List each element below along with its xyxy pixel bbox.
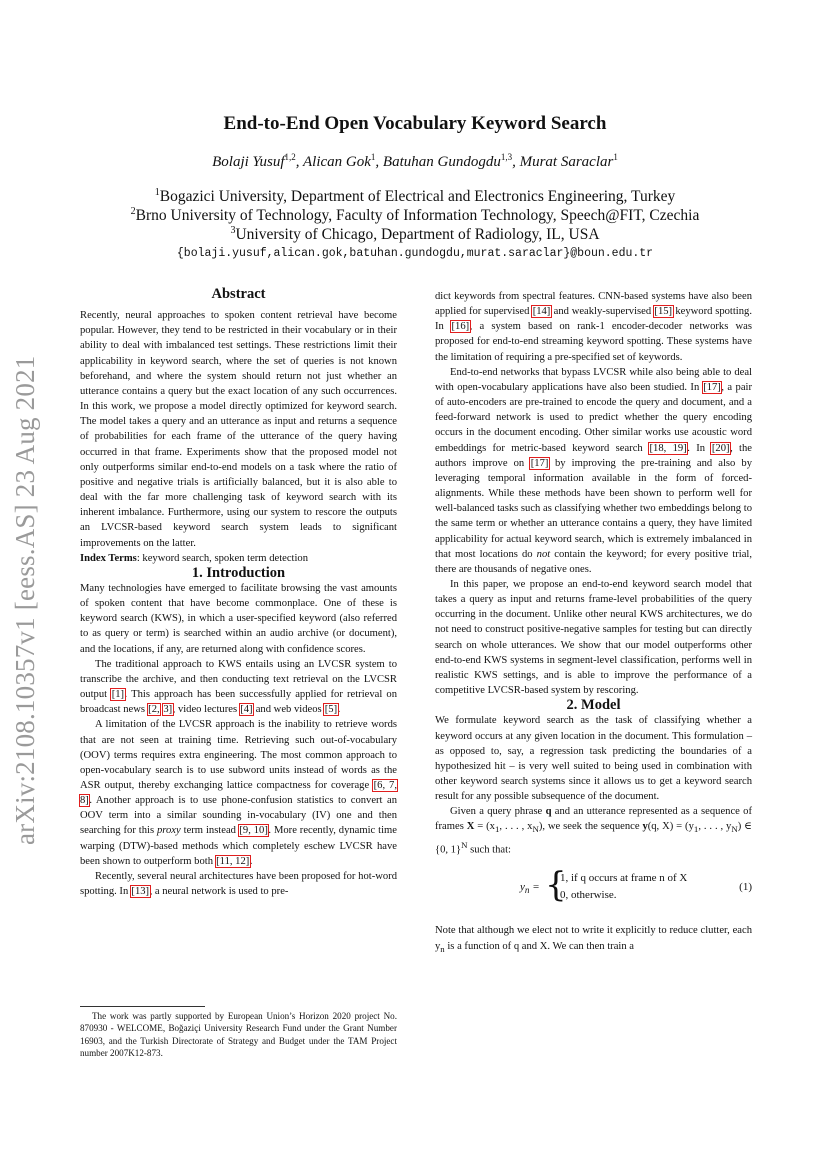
abstract-text: Recently, neural approaches to spoken content retrieval have become popular. However, they tend to be restricted in their vocabulary or in their ability to deal with imbalanced test settings. These restrictions limit their applicability in keyword search, where the set of queries is not known beforehand, and where the system should return not just whether an utterance contains a query but the exact location of any such occurrences. In this work, we propose a model directly optimized for keyword search. The model takes a query and an utterance as input and returns a sequence of probabilities for each frame of the utterance of the query having occurred in that frame. Experiments show that the proposed model not only outperforms similar end-to-end models on a task where the ratio of positive and negative trials is artificially balanced, but it is also able to deal with the far more challenging task of keyword search with its inherent imbalance. Furthermore, using our system to rescore the outputs an LVCSR-based keyword search system leads to significant improvements on the latter. bbox=[80, 310, 397, 549]
abstract-heading: Abstract bbox=[211, 286, 266, 302]
citation-link[interactable]: [1] bbox=[111, 689, 125, 701]
intro-paragraph-1: Many technologies have emerged to facilitate browsing the vast amounts of spoken content that have become commonplace. One of these is keyword search (KWS), in which a user-specified keyword (also referred to as query or term) is searched within an audio archive (or document), and the locations, if any, are returned along with confidence scores. bbox=[80, 582, 397, 655]
equation-case-1: 1, if q occurs at frame n of X bbox=[560, 872, 688, 885]
author-emails: {bolaji.yusuf,alican.gok,batuhan.gundogdu,murat.saraclar}@boun.edu.tr bbox=[176, 247, 654, 260]
intro-paragraph-4-cont: dict keywords from spectral features. CNN-based systems have also been applied for supervised [14] and weakly-supervised [15] keyword spotting. In [16], a system based on rank-1 encoder-decoder networks was proposed for end-to-end streaming keyword spotting. These systems have the limitation of requiring a pre-specified set of keywords. bbox=[435, 291, 752, 363]
citation-link[interactable]: [13] bbox=[131, 886, 150, 898]
index-terms bbox=[80, 551, 397, 566]
right-column bbox=[435, 289, 752, 957]
affiliation-2 bbox=[80, 206, 750, 225]
affiliation-sup: 3 bbox=[230, 225, 236, 236]
citation-link[interactable]: [5] bbox=[324, 704, 338, 716]
citation-link[interactable]: [17] bbox=[703, 381, 721, 393]
citation-link[interactable]: [17] bbox=[530, 457, 549, 469]
intro-paragraph-3: A limitation of the LVCSR approach is the inability to retrieve words that are not seen at training time. Retrieving such out-of-vocabulary (OOV) terms requires extra engineering. The most common approach to open-vocabulary search is to use subword units instead of words as the ASR output, thereby exchanging lattice compactness for coverage [6, 7, 8]. Another approach is to use phone-confusion statistics to convert an OOV term into a similar sounding in-vocabulary (IV) one and then searching for this proxy term instead [9, 10]. More recently, dynamic time warping (DTW)-based methods which completely eschew LVCSR have been shown to outperform both [11, 12]. bbox=[80, 719, 397, 867]
intro-paragraph-4: Recently, several neural architectures have been proposed for hot-word spotting. In [13], a neural network is used to pre- bbox=[80, 870, 397, 898]
author-affil-sup: 1,2 bbox=[284, 152, 296, 162]
intro-paragraph-6: In this paper, we propose an end-to-end keyword search model that takes a query as input and returns frame-level probabilities of the query occurring in the document. Unlike other neural KWS architectures, we do not need to construct positive-negative samples for testing but can directly search on whole utterances. We show that our model outperforms other end-to-end KWS systems in segment-level classification, performs well in realistic KWS settings, and is able to improve the performance of a competitive LVCSR-based system by rescoring. bbox=[435, 578, 752, 697]
citation-link[interactable]: [11, 12] bbox=[216, 855, 250, 867]
affiliation-text: University of Chicago, Department of Radiology, IL, USA bbox=[235, 226, 600, 244]
author-name: Murat Saraclar bbox=[519, 154, 614, 170]
affiliation-sup: 1 bbox=[154, 187, 160, 198]
footnote-text: The work was partly supported by European Union’s Horizon 2020 project No. 870930 - WELCOME, Boğaziçi University Research Fund under the Grant Number 16903, and the Turkish Directorate of Strategy and Budget under the TAM Project number 2007K12-873. bbox=[80, 1011, 397, 1059]
intro-paragraph-2: The traditional approach to KWS entails using an LVCSR system to transcribe the archive, and then conducting text retrieval on the LVCSR output [1]. This approach has been successfully applied for retrieval on broadcast news [2, 3], video lectures [4] and web videos [5]. bbox=[80, 658, 397, 716]
citation-link[interactable]: [6, 7, 8] bbox=[80, 780, 397, 807]
author-name: Bolaji Yusuf bbox=[212, 154, 285, 170]
author-affil-sup: 1,3 bbox=[500, 152, 513, 162]
model-paragraph-3: Note that although we elect not to write it explicitly to reduce clutter, each $y_n$ is a function of q and X. We can then train a bbox=[435, 925, 752, 954]
intro-heading: 1. Introduction bbox=[191, 564, 286, 581]
citation-link[interactable]: [16] bbox=[451, 321, 470, 333]
equation-number: (1) bbox=[739, 881, 752, 894]
intro-paragraph-5: End-to-end networks that bypass LVCSR while also being able to deal with open-vocabulary applications have also been studied. In [17], a pair of auto-encoders are pre-trained to encode the query and document, and a feed-forward network is used to predict whether the query encoding occurs in the document encoding. Other similar works use acoustic word embeddings for metric-based keyword search [18, 19]. In [20], the authors improve on [17] by improving the pre-training and also by leveraging temporal information available in the form of forced-alignments. While these methods have been shown to perform well for well-balanced tasks such as classifying whether two embeddings belong to the same term or whether an utterance contains a query, they have limited applicability for actual keyword search, which is extremely imbalanced in that most locations do not contain the keyword; for every positive trial, there are thousands of negative ones. bbox=[435, 366, 752, 575]
affiliation-text: Brno University of Technology, Faculty of Information Technology, Speech@FIT, Czechia bbox=[135, 207, 700, 225]
author-list: Bolaji Yusuf$^{1,2}$, Alican Gok$^1$, Batuhan Gundogdu$^{1,3}$, Murat Saraclar$^1$ bbox=[212, 152, 618, 170]
author-affil-sup: 1 bbox=[613, 152, 618, 162]
paper-title: End-to-End Open Vocabulary Keyword Search bbox=[223, 113, 607, 134]
equation-case-2: 0, otherwise. bbox=[560, 889, 617, 902]
affiliation-text: Bogazici University, Department of Electrical and Electronics Engineering, Turkey bbox=[159, 188, 676, 206]
model-paragraph-1: We formulate keyword search as the task of classifying whether a keyword occurs at any given location in the document. This formulation – as opposed to, say, a regression task predicting the boundaries of a hypothesized hit – is very well suited to being used in combination with other keyword search systems since it allows us to get a keyword search result for any possible subsequence of the document. bbox=[435, 715, 752, 803]
citation-link[interactable]: [9, 10] bbox=[239, 825, 268, 837]
author-name: Alican Gok bbox=[303, 154, 371, 170]
citation-link[interactable]: [20] bbox=[711, 442, 730, 454]
equation-brace: { bbox=[545, 865, 567, 906]
affiliation-sup: 2 bbox=[130, 206, 136, 217]
left-column bbox=[80, 287, 397, 899]
citation-link[interactable]: [14] bbox=[532, 306, 551, 318]
citation-link[interactable]: 3] bbox=[163, 704, 173, 716]
affiliation-3 bbox=[80, 225, 750, 244]
citation-link[interactable]: [15] bbox=[654, 306, 673, 318]
equation-lhs: $y_n$ = bbox=[520, 881, 540, 896]
arxiv-identifier: arXiv:2108.10357v1 [eess.AS] 23 Aug 2021 bbox=[10, 355, 40, 845]
model-heading: 2. Model bbox=[566, 697, 621, 714]
index-terms-label: Index Terms bbox=[80, 552, 137, 564]
citation-link[interactable]: [4] bbox=[240, 704, 253, 716]
citation-link[interactable]: [2, bbox=[148, 704, 160, 716]
author-affil-sup: 1 bbox=[370, 152, 376, 162]
affiliation-1 bbox=[80, 187, 750, 206]
footnote bbox=[80, 1010, 397, 1060]
model-paragraph-2: Given a query phrase q and an utterance represented as a sequence of frames $X = (x_1$, . . . , $x_N$), we seek the sequence y(q, $X) = (y_1$, . . . , $y_N$) ∈ {0, 1}$^N$ such that: bbox=[435, 806, 753, 856]
footnote-rule bbox=[80, 1006, 205, 1007]
author-name: Batuhan Gundogdu bbox=[382, 154, 501, 170]
citation-link[interactable]: [18, 19] bbox=[649, 442, 687, 454]
index-terms-text: : keyword search, spoken term detection bbox=[136, 552, 309, 564]
equation-1 bbox=[435, 867, 752, 911]
